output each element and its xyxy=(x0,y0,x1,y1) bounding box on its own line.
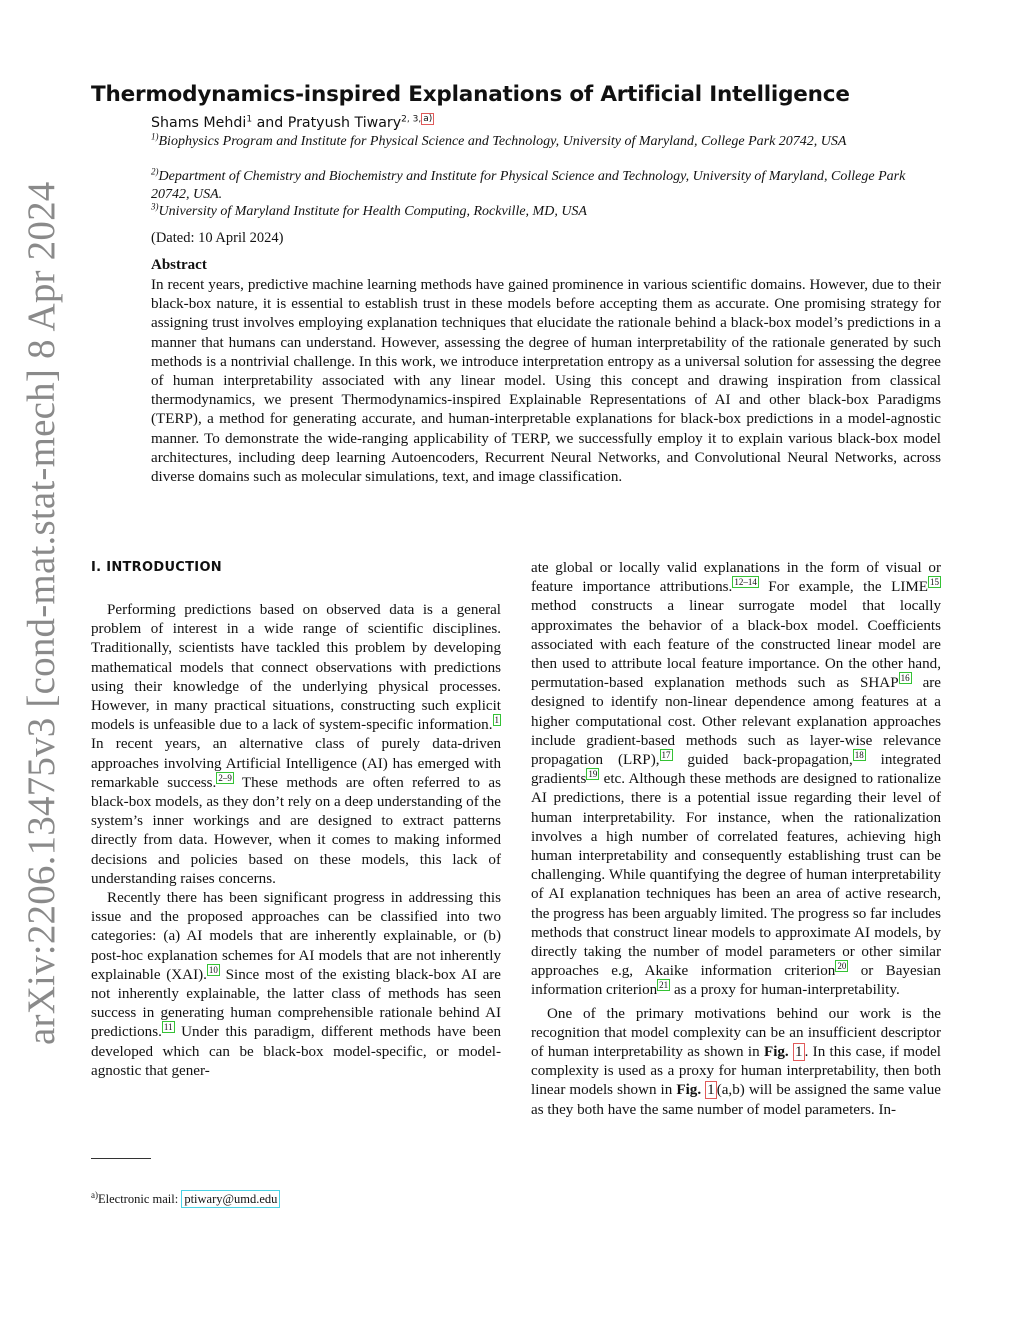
email-link[interactable]: ptiwary@umd.edu xyxy=(181,1190,280,1208)
paragraph-text: One of the primary motivations behind our work is the recognition that model complexity can be an insufficient descriptor of human interpretability as shown in xyxy=(531,1005,941,1061)
paper-title: Thermodynamics-inspired Explanations of Artificial Intelligence xyxy=(91,82,850,107)
footnote-text: Electronic mail: xyxy=(98,1192,182,1206)
affiliation-number: 3) xyxy=(151,201,159,212)
abstract-heading: Abstract xyxy=(151,257,207,273)
paragraph-text: as a proxy for human-interpretability. xyxy=(670,982,900,999)
citation-link[interactable]: 15 xyxy=(930,577,939,588)
citation-link[interactable]: 10 xyxy=(208,964,218,975)
citation-link[interactable]: 16 xyxy=(900,673,910,684)
figure-label: Fig. xyxy=(763,1044,789,1061)
paragraph-text: or Bayesian information criterion xyxy=(531,963,941,999)
date-line: (Dated: 10 April 2024) xyxy=(151,230,284,246)
author-affiliation-mark: 2, 3, xyxy=(401,114,422,125)
paragraph-text: Performing predictions based on observed data is a general problem of interest in a wide range of scientific disciplines. Traditionally, scientists have tackled this problem by developing mathematical models that connect observations with predictions using their knowledge of the underlying physical processes. However, in many practical situations, constructing such explicit models is unfeasible due to a lack of system-specific information. xyxy=(91,602,501,734)
paragraph xyxy=(531,1005,941,1120)
paragraph-text: . In this case, if model complexity is used as a proxy for human interpretability, then both linear models shown in xyxy=(531,1044,942,1099)
affiliation-number: 1) xyxy=(151,131,159,142)
citation-link[interactable]: 2–9 xyxy=(218,772,232,783)
affiliation-text: University of Maryland Institute for Health Computing, Rockville, MD, USA xyxy=(158,204,587,219)
paragraph-text: Under this paradigm, different methods have been developed which can be black-box model-specific, or model-agnostic that gener- xyxy=(91,1024,501,1079)
paragraph-text: Since most of the existing black-box AI are not inherently explainable, the latter class of methods has seen success in generating human comprehensible rationale behind AI predictions. xyxy=(91,966,501,1041)
paragraph-text: guided back-propagation, xyxy=(672,752,853,769)
footnote xyxy=(91,1189,280,1207)
footnote-divider xyxy=(91,1158,151,1159)
paragraph xyxy=(91,889,501,1081)
citation-link[interactable]: 21 xyxy=(659,980,669,991)
author-list xyxy=(151,115,434,131)
citation-link[interactable]: 20 xyxy=(837,961,847,972)
arxiv-identifier-stamp: arXiv:2206.13475v3 [cond-mat.stat-mech] 8 Apr 2024 xyxy=(20,181,63,1045)
paragraph-text: ate global or locally valid explanations in the form of visual or feature importance attributions. xyxy=(531,560,941,596)
author-conjunction: and xyxy=(252,115,288,131)
paragraph-text: These methods are often referred to as black-box models, as they don’t rely on a deep understanding of the system’s inner workings and are designed to extract patterns directly from data. However, when it comes to making informed decisions and policies based on these models, this lack of understanding raises concerns. xyxy=(91,774,501,887)
paragraph-text: are designed to identify non-linear dependence among features at a higher computational cost. Other relevant explanation approaches include gradient-based methods such as layer-wise relevance propagation (LRP), xyxy=(531,675,941,769)
citation-link[interactable]: 1 xyxy=(494,715,499,726)
affiliation-text: Biophysics Program and Institute for Physical Science and Technology, University of Maryland, College Park 20742, USA xyxy=(158,134,847,149)
abstract-body: In recent years, predictive machine learning methods have gained prominence in various scientific domains. However, due to their black-box nature, it is essential to establish trust in these models before accepting them as accurate. One promising strategy for assigning trust involves employing explanation techniques that elucidate the rationale behind a black-box model’s predictions in a manner that humans can understand. However, assessing the degree of human interpretability of the rationale generated by such methods is a nontrivial challenge. In this work, we introduce interpretation entropy as a universal solution for assessing the degree of human interpretability associated with any linear model. Using this concept and drawing inspiration from classical thermodynamics, we present Thermodynamics-inspired Explainable Representations of AI and other black-box Paradigms (TERP), a method for generating accurate, and human-interpretable explanations for black-box predictions in a model-agnostic manner. To demonstrate the wide-ranging applicability of TERP, we successfully employ it to explain various black-box model architectures, including deep learning Autoencoders, Recurrent Neural Networks, and Convolutional Neural Networks, across diverse domains such as molecular simulations, text, and image classification. xyxy=(151,277,941,486)
paragraph xyxy=(91,601,501,889)
paragraph-text: Recently there has been significant progress in addressing this issue and the proposed approaches can be classified into two categories: (a) AI models that are inherently explainable, or (b) post-hoc explanation schemes for AI models that are not inherently explainable (XAI). xyxy=(91,890,501,983)
paragraph-text: etc. Although these methods are designed to rationalize AI predictions, there is a potential issue regarding their level of human interpretability. For instance, when the rationalization involves a high number of correlated features, achieving high human interpretability and consequently establishing trust can be challenging. While quantifying the degree of human interpretability of AI explanation techniques has been an area of active research, the progress has been arguably limited. The progress so far includes methods that construct linear models to approximate AI models, by directly taking the number of model parameters or other similar approaches e.g, Akaike information criterion xyxy=(531,771,941,980)
affiliation-number: 2) xyxy=(151,166,159,177)
footnote-mark: a) xyxy=(91,1189,98,1200)
paragraph-text: method constructs a linear surrogate model that locally approximates the behavior of a black-box model. Coefficients associated with each feature of the constructed linear model are then used to attribute local feature importance. On the other hand, permutation-based explanation methods such as SHAP xyxy=(531,598,941,692)
right-column xyxy=(531,559,941,1120)
paragraph xyxy=(531,559,941,1001)
author-name: Pratyush Tiwary xyxy=(287,115,402,131)
author-affiliation-mark: 1 xyxy=(246,114,253,125)
citation-link[interactable]: 19 xyxy=(588,769,598,780)
affiliation xyxy=(151,168,943,203)
paragraph-text: For example, the LIME xyxy=(758,579,928,596)
left-column xyxy=(91,601,501,1081)
citation-link[interactable]: 12–14 xyxy=(734,577,757,588)
figure-link[interactable]: 1 xyxy=(795,1044,803,1061)
figure-label: Fig. xyxy=(676,1082,702,1099)
affiliation xyxy=(151,203,943,221)
affiliation xyxy=(151,133,943,151)
footnote-link[interactable]: a) xyxy=(423,114,433,125)
citation-link[interactable]: 11 xyxy=(163,1022,173,1033)
paragraph-text: In recent years, an alternative class of purely data-driven approaches involving Artificial Intelligence (AI) has emerged with remarkable success. xyxy=(91,736,501,791)
author-name: Shams Mehdi xyxy=(151,115,247,131)
paragraph-text: integrated gradients xyxy=(531,752,942,788)
citation-link[interactable]: 17 xyxy=(661,750,671,760)
paragraph-text: (a,b) will be assigned the same value as they both have the same number of model parameters. In- xyxy=(531,1082,941,1118)
figure-link[interactable]: 1 xyxy=(707,1082,715,1099)
affiliation-text: Department of Chemistry and Biochemistry and Institute for Physical Science and Technology, University of Maryland, College Park 20742, USA. xyxy=(151,169,906,202)
section-heading: I. INTRODUCTION xyxy=(91,560,222,575)
citation-link[interactable]: 18 xyxy=(854,750,864,760)
